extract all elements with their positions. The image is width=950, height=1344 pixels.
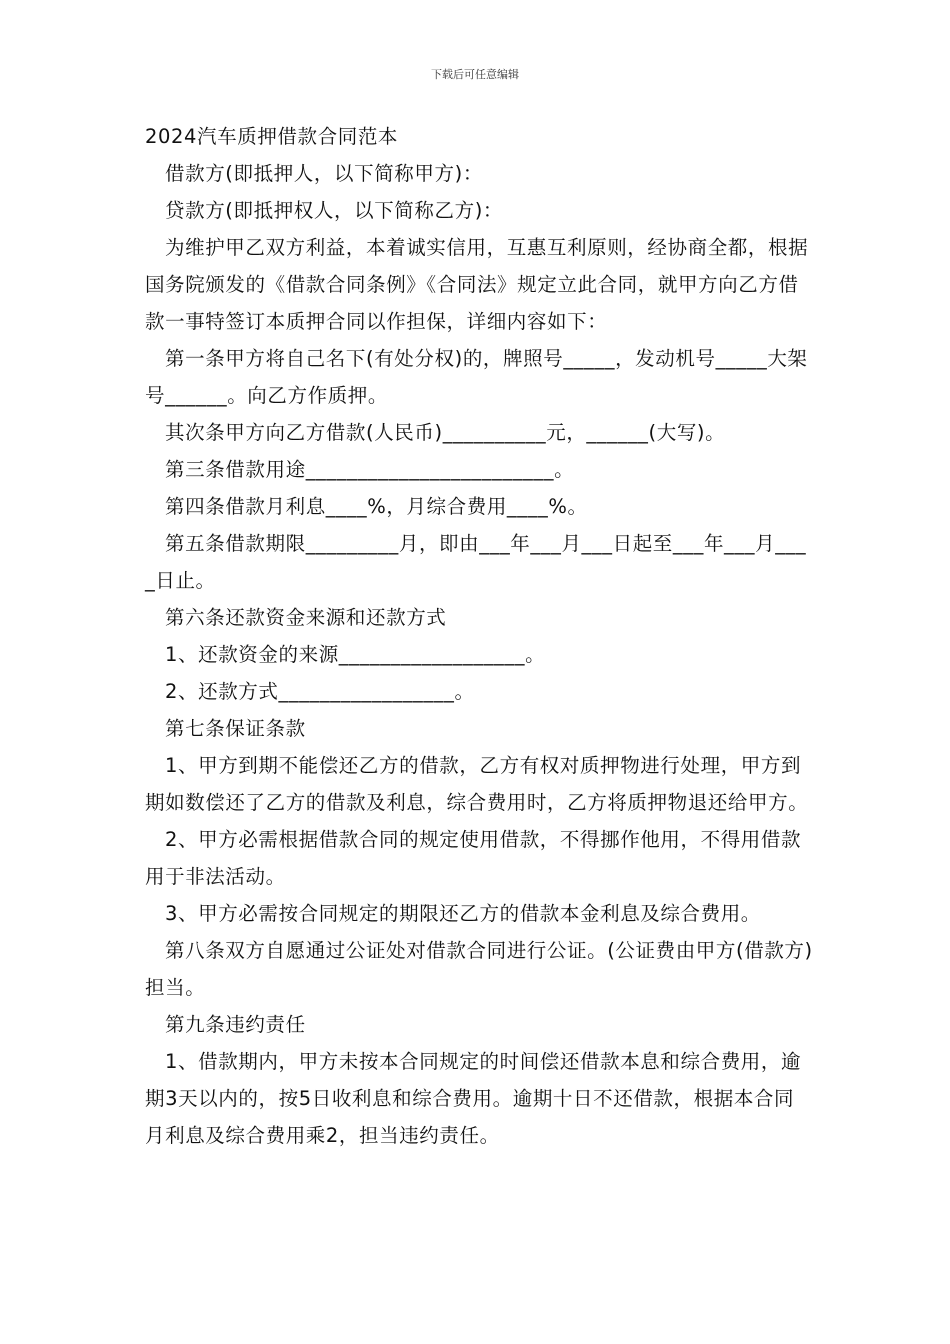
clause-9-item-1: 1、借款期内，甲方未按本合同规定的时间偿还借款本息和综合费用，逾期3天以内的，按5日收利息和综合费用。逾期十日不还借款，根据本合同月利息及综合费用乘2，担当违约责任。 — [145, 1050, 802, 1147]
paragraph-lender: 贷款方(即抵押权人，以下简称乙方)： — [165, 199, 504, 222]
clause-2: 其次条甲方向乙方借款(人民币)__________元，______(大写)。 — [165, 421, 726, 444]
page-header-note: 下载后可任意编辑 — [431, 68, 519, 81]
clause-3: 第三条借款用途________________________。 — [165, 458, 575, 481]
clause-7-heading: 第七条保证条款 — [165, 717, 306, 740]
clause-9-heading: 第九条违约责任 — [165, 1013, 306, 1036]
document-title: 2024汽车质押借款合同范本 — [145, 125, 399, 148]
clause-6-heading: 第六条还款资金来源和还款方式 — [165, 606, 447, 629]
document-body — [145, 118, 813, 1154]
clause-7-item-3: 3、甲方必需按合同规定的期限还乙方的借款本金利息及综合费用。 — [165, 902, 761, 925]
clause-4: 第四条借款月利息____%，月综合费用____%。 — [165, 495, 588, 518]
clause-6-item-2: 2、还款方式_________________。 — [165, 680, 475, 703]
clause-6-item-1: 1、还款资金的来源__________________。 — [165, 643, 546, 666]
clause-8: 第八条双方自愿通过公证处对借款合同进行公证。(公证费由甲方(借款方)担当。 — [145, 939, 813, 999]
clause-7-item-1: 1、甲方到期不能偿还乙方的借款，乙方有权对质押物进行处理，甲方到期如数偿还了乙方的借款及利息，综合费用时，乙方将质押物退还给甲方。 — [145, 754, 809, 814]
clause-7-item-2: 2、甲方必需根据借款合同的规定使用借款，不得挪作他用，不得用借款用于非法活动。 — [145, 828, 802, 888]
paragraph-borrower: 借款方(即抵押人，以下简称甲方)： — [165, 162, 483, 185]
paragraph-preamble: 为维护甲乙双方利益，本着诚实信用，互惠互利原则，经协商全都，根据国务院颁发的《借款合同条例》《合同法》规定立此合同，就甲方向乙方借款一事特签订本质押合同以作担保，详细内容如下： — [145, 236, 809, 333]
clause-1: 第一条甲方将自己名下(有处分权)的，牌照号_____，发动机号_____大架号______。向乙方作质押。 — [145, 347, 808, 407]
clause-5: 第五条借款期限_________月，即由___年___月___日起至___年___月____日止。 — [145, 532, 807, 592]
